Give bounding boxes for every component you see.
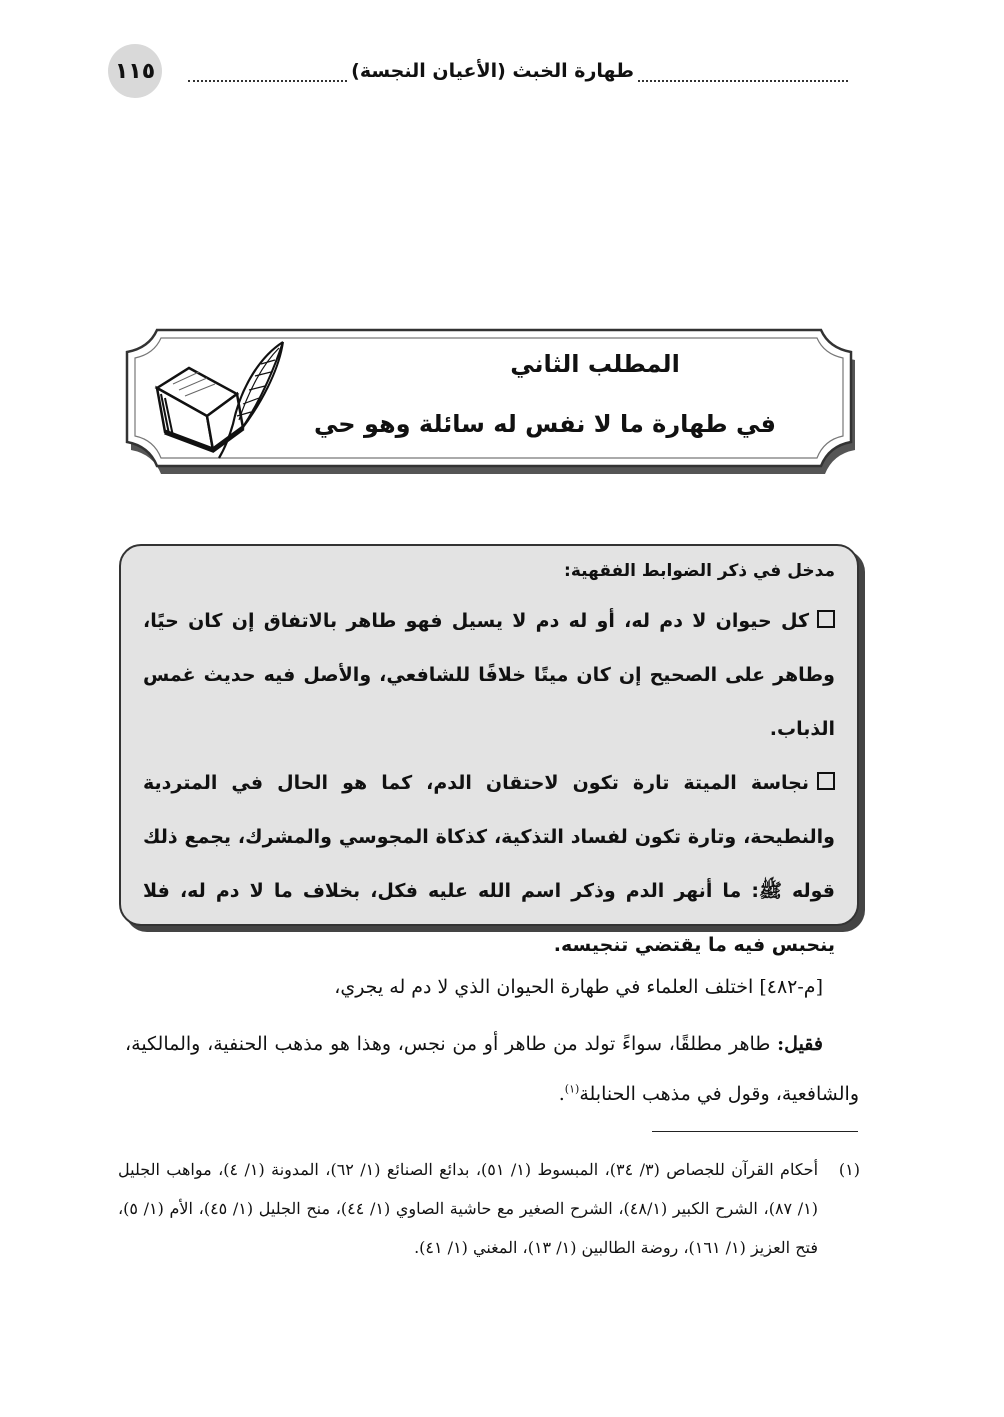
opinion-text: طاهر مطلقًا، سواءً تولد من طاهر أو من نجس، وهذا هو مذهب الحنفية، والمالكية، والشافعية، وقول في مذهب الحنابلة (125, 1033, 859, 1105)
opinion-paragraph (125, 1019, 859, 1119)
jurisprudence-rules-box (119, 544, 859, 956)
running-title: طهارة الخبث (الأعيان النجسة) (351, 60, 634, 82)
footnote-text: أحكام القرآن للجصاص (٣/ ٣٤)، المبسوط (١/ ٥١)، بدائع الصنائع (١/ ٦٢)، المدونة (١/ ٤)، مواهب الجليل (١/ ٨٧)، الشرح الكبير (٤٨/١)، الشرح الصغير مع حاشية الصاوي (١/ ٤٤)، منح الجليل (١/ ٤٥)، الأم (١/ ٥)، فتح العزيز (١/ ١٦١)، روضة الطالبين (١/ ١٣)، المغني (١/ ٤١). (118, 1160, 819, 1257)
footnote (118, 1150, 860, 1267)
issue-paragraph: [م-٤٨٢] اختلف العلماء في طهارة الحيوان الذي لا دم له يجري، (334, 976, 823, 998)
footnote-reference[interactable]: (١) (564, 1082, 580, 1096)
rule-item-text: كل حيوان لا دم له، أو له دم لا يسيل فهو طاهر بالاتفاق إن كان حيًا، وطاهر على الصحيح إن كان ميتًا خلافًا للشافعي، والأصل فيه حديث غمس الذباب. (143, 610, 835, 740)
section-title-frame (115, 322, 865, 480)
footnote-number: (١) (838, 1160, 860, 1179)
header-dotted-leader-left (188, 66, 347, 82)
checkbox-icon (817, 610, 835, 628)
section-title-main: المطلب الثاني (510, 350, 680, 378)
rule-item-1 (143, 594, 835, 756)
checkbox-icon (817, 772, 835, 790)
running-title-row (188, 56, 848, 86)
page-number: ١١٥ (108, 44, 162, 98)
opinion-end: . (558, 1083, 565, 1105)
running-header (108, 44, 848, 98)
rule-item-text: نجاسة الميتة تارة تكون لاحتقان الدم، كما هو الحال في المتردية والنطيحة، وتارة تكون لفساد التذكية، كذكاة المجوسي والمشرك، يجمع ذلك قوله ﷺ: ما أنهر الدم وذكر اسم الله عليه فكل، بخلاف ما لا دم له، فلا ينحبس فيه ما يقتضي تنجيسه. (143, 772, 835, 956)
rule-item-2 (143, 756, 835, 972)
footnote-separator (652, 1131, 858, 1132)
rules-heading: مدخل في ذكر الضوابط الفقهية: (564, 561, 835, 581)
header-dotted-leader-right (638, 66, 848, 82)
book-quill-icon (133, 334, 293, 462)
section-title-sub: في طهارة ما لا نفس له سائلة وهو حي (314, 410, 776, 438)
opinion-lead: فقيل: (777, 1033, 824, 1055)
